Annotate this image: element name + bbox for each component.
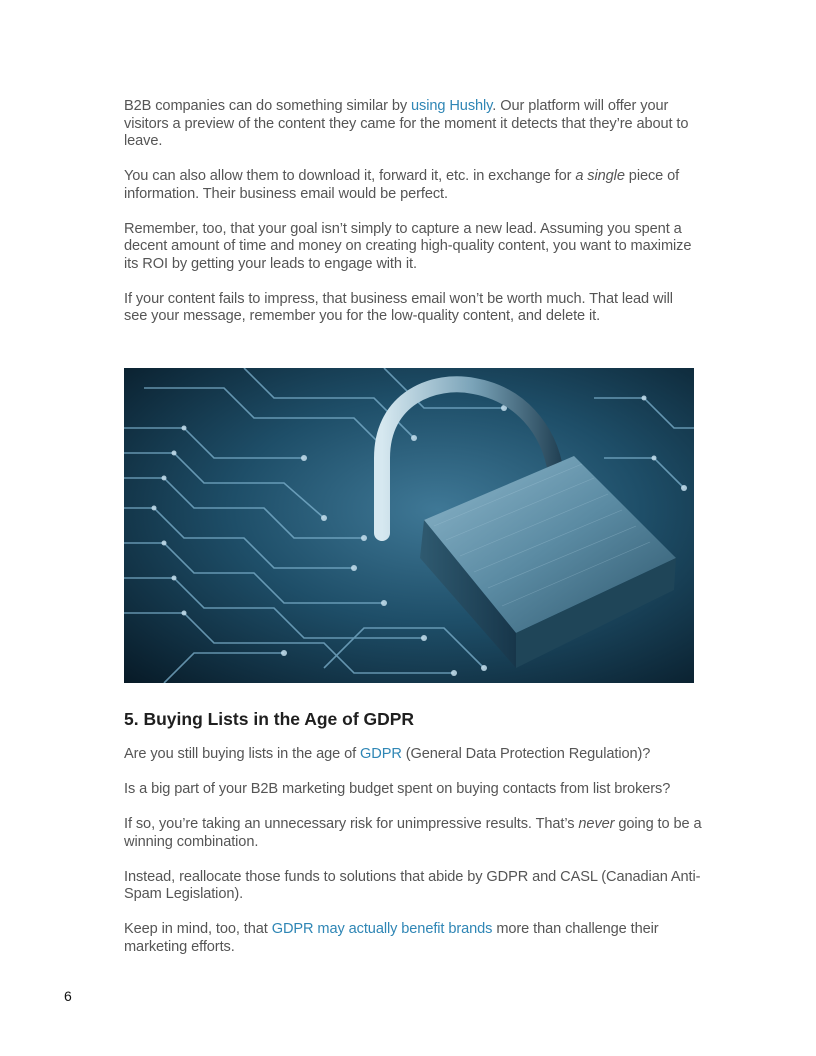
page-number: 6 [64,988,72,1004]
paragraph-content-fails: If your content fails to impress, that business email won’t be worth much. That lead will see your message, remember you for the low-quality content, and delete it. [124,290,673,324]
paragraph-unnecessary-risk [124,816,704,851]
document-body [124,98,696,326]
paragraph-goal-roi: Remember, too, that your goal isn’t simply to capture a new lead. Assuming you spent a decent amount of time and money on creating high-quality content, you want to maximize its ROI by getting your leads to engage with it. [124,220,692,272]
gdpr-benefit-brands-link[interactable]: GDPR may actually benefit brands [271,921,493,937]
paragraph-text: If so, you’re taking an unnecessary risk for unimpressive results. That’s [124,816,579,832]
paragraph-text: Are you still buying lists in the age of [124,746,361,762]
paragraph-budget-question: Is a big part of your B2B marketing budget spent on buying contacts from list brokers? [124,781,671,797]
section-heading: 5. Buying Lists in the Age of GDPR [124,709,415,729]
section-buying-lists [124,708,704,956]
emphasis-text: a single [575,168,625,184]
paragraph-reallocate-funds: Instead, reallocate those funds to solutions that abide by GDPR and CASL (Canadian Anti-Spam Legislation). [124,868,701,902]
paragraph-text: more than challenge their marketing efforts. [124,921,659,955]
emphasis-text: never [578,816,615,832]
paragraph-download-exchange [124,168,696,203]
paragraph-text: B2B companies can do something similar by [124,98,412,114]
using-hushly-link[interactable]: using Hushly [411,98,493,114]
padlock-illustration [124,368,694,683]
paragraph-text: . Our platform will offer your visitors a preview of the content they came for the moment it detects that they’re about to leave. [124,98,689,149]
paragraph-text: (General Data Protection Regulation)? [401,746,651,762]
paragraph-text: Keep in mind, too, that [124,921,272,937]
padlock-circuit-board-image [124,368,694,683]
gdpr-link[interactable]: GDPR [360,746,402,762]
paragraph-text: going to be a winning combination. [124,816,702,850]
paragraph-hushly-preview [124,98,696,151]
paragraph-gdpr-benefit [124,921,704,956]
paragraph-text: piece of information. Their business email would be perfect. [124,168,680,202]
paragraph-gdpr-question [124,746,704,764]
paragraph-text: You can also allow them to download it, forward it, etc. in exchange for [124,168,576,184]
